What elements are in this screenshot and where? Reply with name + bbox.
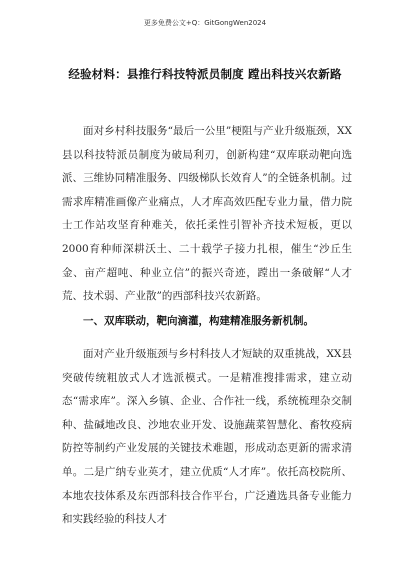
intro-block bbox=[62, 120, 352, 309]
section-one-body bbox=[62, 343, 352, 532]
section-paragraph: 面对产业升级瓶颈与乡村科技人才短缺的双重挑战，XX县突破传统粗放式人才选派模式。一是精准搜排需求，建立动态“需求库”。深入乡镇、企业、合作社一线，系统梳理杂交制种、盐碱地改良、沙地农业开发、设施蔬菜智慧化、畜牧疫病防控等制约产业发展的关键技术难题，形成动态更新的需求清单。二是广纳专业英才，建立优质“人才库”。依托高校院所、本地农技体系及东西部科技合作平台，广泛遴选具备专业能力和实践经验的科技人才 bbox=[62, 348, 352, 526]
section-one bbox=[62, 310, 352, 334]
section-heading: 一、双库联动，靶向滴灌，构建精准服务新机制。 bbox=[83, 315, 314, 327]
document-title: 经验材料：县推行科技特派员制度 蹚出科技兴农新路 bbox=[68, 67, 342, 81]
intro-paragraph: 面对乡村科技服务“最后一公里”梗阻与产业升级瓶颈，XX县以科技特派员制度为破局利刃，创新构建“双库联动靶向选派、三维协同精准服务、四级梯队长效育人”的全链条机制。过需求库精准画像产业痛点，人才库高效匹配专业力量，借力院士工作站攻坚育种难关，依托柔性引智补齐技术短板，更以2000育种师深耕沃土、二十载学子接力扎根，催生“沙丘生金、亩产超吨、种业立信”的振兴奇迹，蹚出一条破解“人才荒、技术弱、产业散”的西部科技兴农新路。 bbox=[62, 125, 352, 303]
header-note: 更多免费公文+Q：GitGongWen2024 bbox=[143, 19, 267, 27]
